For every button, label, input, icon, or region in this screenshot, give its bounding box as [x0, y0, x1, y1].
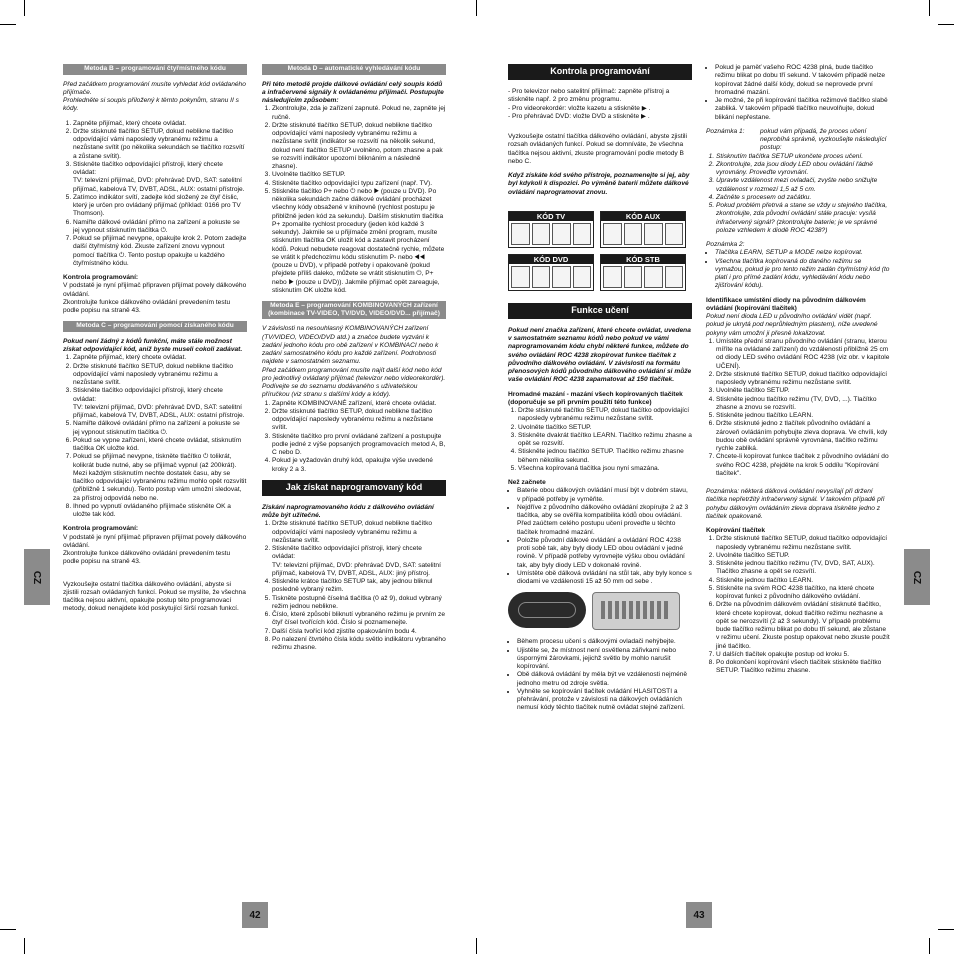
section-header-method-e: Metoda E – programování KOMBINOVANÝCH zařízení (kombinace TV-VIDEO, TV/DVD, VIDEO/DVD... přijímač)	[262, 301, 446, 319]
crop-mark	[476, 0, 477, 16]
list-item: 3. Uvolněte tlačítko SETUP.	[716, 387, 890, 395]
paragraph: V podstatě je nyní přijímač připraven přijímat povely dálkového ovládání.	[63, 282, 247, 298]
paragraph: Poznámka: některá dálková ovládání nevysílají při držení tlačítka nepřetržitý infračervený signál. V takovém případě při pohybu dálkovým ovládáním zleva doprava tiskněte jedno z tlačítek opakovaně.	[706, 488, 885, 520]
note-1-steps	[706, 153, 890, 236]
steps-list-copy-buttons	[706, 535, 890, 675]
list-item: • Nejdříve z původního dálkového ovládání zkopírujte 2 až 3 tlačítka, aby se ověřila kompatibilita kódů obou ovládání. Před zaúčtem celého postupu učení proveďte u těchto tlačítek hromadné mazání.	[517, 504, 692, 537]
code-cells	[509, 264, 593, 290]
language-tab-label: CZ	[31, 570, 43, 584]
list-item: • Všechna tlačítka kopírovaná do daného režimu se vymažou, pokud je pro tento režim zadán čtyřmístný kód (to platí i pro přímé zadání kódu, vyhledávání kódu nebo zjišťování kódu).	[715, 258, 890, 291]
section-header-method-d: Metoda D – automatické vyhledávání kódu	[262, 64, 446, 75]
list-item: • Tlačítka LEARN, SETUP a MODE nelze kopírovat.	[715, 249, 890, 257]
crop-mark	[476, 938, 477, 954]
list-item: 2. Držte stisknuté tlačítko SETUP, dokud neblikne tlačítko odpovídající vámi naposledy vybranému režimu a nezůstane svítit.	[73, 363, 247, 388]
list-item: 2. Uvolněte tlačítko SETUP.	[518, 424, 692, 432]
list-item: 8. Po dokončení kopírování všech tlačítek stiskněte tlačítko SETUP. Tlačítko režimu zhasne.	[716, 659, 890, 676]
list-item: 5. Stiskněte na svém ROC 4238 tlačítko, na které chcete kopírovat funkci z původního dálkového ovládání.	[716, 585, 890, 602]
code-box-label: KÓD AUX	[601, 212, 685, 221]
crop-mark	[938, 929, 954, 930]
list-item: 4. Začněte s procesem od začátku.	[716, 194, 890, 202]
list-item: 2. Zkontrolujte, zda jsou diody LED obou ovládání řádně vyrovnány. Proveďte vyrovnání.	[716, 161, 890, 178]
crop-mark	[0, 24, 16, 25]
paragraph	[508, 391, 692, 408]
language-tab-left	[24, 549, 50, 605]
subheading	[63, 274, 247, 282]
list-item: 1. Stisknutím tlačítka SETUP ukončete proces učení.	[716, 153, 890, 161]
list-item: 3. Stiskněte jednou tlačítko režimu (TV, DVD, SAT, AUX). Tlačítko zhasne a opět se rozsvítí.	[716, 560, 890, 577]
paragraph: Pokud není značka zařízení, které chcete ovládat, uvedena v samostatném seznamu kódů nebo pokud ve vámi naprogramovaném kódu chybí některé funkce, můžete do svého ovládání ROC 4238 zkopírovat funkce tlačítek z původního dálkového ovládání. V závislosti na formátu přenosových kódů původního dálkového ovládání si může vaše ovládání ROC 4238 zapamatovat až 150 tlačítek.	[508, 326, 692, 384]
paragraph: Prohledněte si soupis přiložený k těmto pokynům, stranu II s kódy.	[63, 97, 239, 113]
list-item: • Během procesu učení s dálkovými ovladači nehýbejte.	[517, 638, 692, 646]
paragraph: Zkontrolujte funkce dálkového ovládání prevedením testu podle popisu na straně 43.	[63, 298, 231, 315]
crop-mark	[929, 0, 930, 16]
steps-list-method-c	[63, 354, 247, 519]
list-item: 2. Držte stisknuté tlačítko SETUP, dokud neblikne tlačítko odpovídající naposledy vybranému režimu a nezůstane svítit.	[272, 408, 446, 433]
list-line: - Pro videorekordér: vložte kazetu a stiskněte ▶ .	[508, 104, 651, 112]
list-item: 4. Stiskněte jednou tlačítko LEARN.	[716, 577, 890, 585]
subheading	[706, 527, 890, 535]
code-cells	[601, 221, 685, 247]
paragraph-bold: Hromadné mazání - mazání všech kopírovaných tlačítek (doporučuje se při prvním použití této funkce)	[508, 390, 683, 406]
note-2-label: Poznámka 2:	[706, 241, 745, 248]
column-1	[63, 64, 247, 620]
steps-list-mass-delete	[508, 407, 692, 473]
list-item: • Obě dálková ovládání by měla být ve vzdálenosti nejméně jednoho metru od zdroje světla.	[517, 671, 692, 688]
code-box-dvd	[508, 254, 594, 291]
original-remote-image	[508, 592, 586, 628]
list-item: 3. Uvolněte tlačítko SETUP.	[272, 171, 446, 179]
remote-illustration	[508, 592, 692, 630]
section-header-method-c: Metoda C – programování pomocí získaného kódu	[63, 321, 247, 332]
list-item: 2. Držte stisknuté tlačítko SETUP, dokud tlačítko odpovídající naposledy vybranému režimu nezůstane svítit.	[716, 371, 890, 388]
subheading-text: Kontrola programování:	[63, 525, 139, 533]
code-cell	[603, 223, 622, 245]
subheading	[706, 297, 890, 314]
list-item: 3. Stiskněte tlačítko odpovídající přístroji, který chcete ovládat:	[73, 161, 247, 178]
list-item: 5. Namiřte dálkové ovládání přímo na zařízení a pokuste se jej vypnout stisknutím tlačítka ⏻.	[73, 420, 247, 437]
paragraph: Zkontrolujte funkce dálkového ovládání prevedením testu podle popisu na straně 43.	[63, 550, 231, 566]
code-cell	[552, 266, 571, 288]
code-box-label: KÓD DVD	[509, 255, 593, 264]
code-cell	[603, 266, 622, 288]
list-item: 1. Držte stisknuté tlačítko SETUP, dokud tlačítko odpovídající naposledy vybranému režimu nezůstane svítit.	[518, 407, 692, 424]
subheading	[508, 479, 692, 487]
column-3	[508, 64, 692, 719]
paragraph: Pokud není dioda LED u původního ovládání vidět (např. pokud je ukrytá pod neprůhledným plastem), níže uvedené pokyny vám umožní ji přesně lokalizovat.	[706, 313, 878, 337]
subheading-text: Kopírování tlačítek	[706, 527, 765, 534]
list-item: 7. Pokud se přijímač nevypne, tiskněte tlačítko ⏻ tolikrát, kolikrát bude nutné, aby se přijímač vypnul (až 200krát). Mezi každým stisknutím nechte dostatek času, aby se tlačítko odpovídající vybranému režimu mohlo opět rozsvítit (přibližně 1 sekundu). Tento postup vám umožní sledovat, za přístroj odpovídá nebo ne.	[73, 453, 247, 503]
list-item: 6. Držte na původním dálkovém ovládání stisknuté tlačítko, které chcete kopírovat, dokud tlačítko režimu nezhasne a opět se nerozsvítí (2 až 3 sekundy). V případě problému bude tlačítko režimu blikat po dobu tří sekund, ale zůstane v režimu učení. Zkuste postup opakovat nebo zkuste použít jiné tlačítko.	[716, 601, 890, 651]
paragraph: Při této metodě projde dálkové ovládání celý soupis kódů a infračervené signály k ovládanému přijímači. Postupujte následujícím způsobem:	[262, 80, 444, 105]
paragraph: Získání naprogramovaného kódu z dálkového ovládání může být užitečné.	[262, 503, 434, 520]
column-2	[262, 64, 446, 658]
list-item: 2. Držte stisknuté tlačítko SETUP, dokud neblikne tlačítko odpovídající vámi naposledy vybranému režimu a nezůstane svítit (indikátor se rozsvítí na několik sekund, dokud není tlačítko SETUP uvolněno, potom zhasne a pak se rozsvítí indikátor upozorní bliknáním a následně zhasne).	[272, 122, 446, 172]
list-item: • Vyhněte se kopírování tlačítek ovládání HLASITOSTI a přehrávání, protože v závislosti na dálkových ovládáních nemusí kódy těchto tlačítek nutně ovládat stejné zařízení.	[517, 688, 692, 713]
list-item: 8. Ihned po vypnutí ovládaného přijímače stiskněte OK a uložte tak kód.	[73, 503, 247, 520]
list-item: 1. Zapněte KOMBINOVANÉ zařízení, které chcete ovládat.	[272, 400, 446, 408]
list-item: • Je možné, že při kopírování tlačítka režimové tlačítko slabě zabliká. V takovém případě tlačítko neuvolňujte, dokud blikání nepřestane.	[715, 97, 890, 122]
list-item: • Umístěte obě dálková ovládání na stůl tak, aby byly konce s diodami ve vzdálenosti 15 až 50 mm od sebe .	[517, 570, 692, 587]
code-cells	[601, 264, 685, 290]
paragraph: Před začátkem programování musíte najít další kód nebo kód pro jednotlivý ovládaný přijímač (televizor nebo videorekordér). Podívejte se do seznamu dodávaného s uživatelskou příručkou (viz stranu s dalšími kódy a kódy).	[262, 366, 446, 399]
list-item: 1. Umístěte přední stranu původního ovládání (stranu, kterou míříte na ovládané zařízení) do vzdálenosti přibližně 25 cm od diody LED svého ovládání ROC 4238 (viz obr. v kapitole UČENÍ).	[716, 338, 890, 371]
paragraph: Pokud není žádný z kódů funkční, máte stále možnost získat odpovídající kód, aniž byste museli cokoli zadávat.	[63, 337, 243, 354]
list-item: 7. Pokud se přijímač nevypne, opakujte krok 2. Potom zadejte další čtyřmístný kód. Zkuste zařízení znovu vypnout pomocí tlačítka ⏻. Tento postup opakujte u každého čtyřmístného kódu.	[73, 235, 247, 268]
list-item: • Ujistěte se, že místnost není osvětlena zářivkami nebo úspornými žárovkami, jejichž světlo by mohlo narušit kopírování.	[517, 647, 692, 672]
section-header-learning: Funkce učení	[508, 303, 692, 319]
list-item: TV: televizní přijímač, DVD: přehrávač DVD, SAT: satelitní přijímač, kabelová TV, DVBT, ADSL, AUX: jiný přístroj.	[272, 561, 441, 577]
list-item: TV: televizní přijímač, DVD: přehrávač DVD, SAT: satelitní přijímač, kabelová TV, DVBT, ADSL, AUX: ostatní přístroje.	[73, 177, 245, 193]
list-item: 1. Zapněte přijímač, který chcete ovládat.	[73, 354, 247, 362]
list-item: 1. Zkontrolujte, zda je zařízení zapnuté. Pokud ne, zapněte jej ručně.	[272, 105, 446, 122]
crop-mark	[0, 929, 16, 930]
list-item: 1. Zapněte přijímač, který chcete ovládat.	[73, 120, 247, 128]
subheading-text: Kontrola programování:	[63, 274, 139, 282]
steps-list-identify-led	[706, 338, 890, 478]
crop-mark	[24, 938, 25, 954]
list-item: 7. U dalších tlačítek opakujte postup od kroku 5.	[716, 651, 890, 659]
code-cell	[624, 223, 643, 245]
list-item: TV: televizní přijímač, DVD: přehrávač DVD, SAT: satelitní přijímač, kabelová TV, DVBT, ADSL, AUX: ostatní přístroje.	[73, 403, 245, 420]
paragraph: Když získáte kód svého přístroje, poznamenejte si jej, aby byl kdykoli k dispozici. Po výměně baterií můžete dálkové ovládání naprogramovat znovu.	[508, 172, 690, 196]
list-item: 5. Všechna kopírovaná tlačítka jsou nyní smazána.	[518, 465, 692, 473]
list-line: - Pro přehrávač DVD: vložte DVD a stiskněte ▶ .	[508, 112, 650, 120]
code-cell	[511, 223, 530, 245]
list-item: 2. Držte stisknuté tlačítko SETUP, dokud neblikne tlačítko odpovídající vámi naposledy vybranému režimu a nezůstane svítit (po několika sekundách se tlačítko rozsvítí a zůstane svítit).	[73, 128, 247, 161]
subheading	[63, 525, 247, 533]
paragraph: Vyzkoušejte ostatní tlačítka dálkového ovládání, abyste zjistili rozsah ovládaných funkcí. Pokud se domníváte, že všechna tlačítka nejsou aktivní, zkuste programování podle metody B nebo C.	[508, 133, 687, 165]
crop-mark	[938, 24, 954, 25]
note-1	[706, 128, 890, 153]
list-item: 6. Držte stisknuté jedno z tlačítek původního ovládání a zároveň ovládáním pohybujte zleva doprava. Ve chvíli, kdy budou obě ovládání správně vyrovnána, tlačítko režimu rychle zabliká.	[716, 420, 890, 453]
list-item: 3. Stiskněte tlačítko pro první ovládané zařízení a postupujte podle jedné z výše popsaných programovacích metod A, B, C nebo D.	[272, 433, 446, 458]
subheading-text: Než začnete	[508, 479, 546, 486]
list-item: 5. Pokud problém přetrvá a stane se vždy u stejného tlačítka, zkontrolujte, zda původní ovládání stále pracuje: vysílá infračervený signál? (zkontrolujte baterie; je ve správné poloze vzhledem k diodě ROC 4238?)	[716, 202, 890, 235]
language-tab-right	[904, 549, 930, 605]
code-cell	[665, 223, 684, 245]
crop-mark	[929, 938, 930, 954]
bullet-list-tips	[508, 638, 692, 712]
paragraph: Před začátkem programování musíte vyhledat kód ovládaného přijímače.	[63, 80, 246, 96]
list-item: 4. Stiskněte krátce tlačítko SETUP tak, aby jednou bliknul posledně vybraný režim.	[272, 578, 446, 595]
code-cell	[665, 266, 684, 288]
list-item: 5. Zatímco indikátor svítí, zadejte kód složený ze čtyř číslic, který je určen pro ovládaný přijímač (příklad: 0166 pro TV Thomson).	[73, 194, 247, 219]
page-number-left	[242, 902, 268, 928]
code-cell	[532, 223, 551, 245]
crop-mark	[24, 0, 25, 16]
paragraph: V závislosti na nesouhlasný KOMBINOVANÝCH zařízení (TV/VIDEO, VIDEO/DVD atd.) a značce budete vyzváni k zadání jednoho kódu pro obě zařízení v KOMBINACI nebo k zadání samostatného kódu pro každé zařízení. Podrobnosti najdete v samostatném seznamu.	[262, 325, 439, 366]
code-box-tv	[508, 211, 594, 248]
code-cell	[624, 266, 643, 288]
list-item: 6. Číslo, které způsobí bliknutí vybraného režimu je prvním ze čtyř čísel tvořících kód. Číslo si poznamenejte.	[272, 611, 446, 628]
steps-list-method-b	[63, 120, 247, 269]
code-box-stb	[600, 254, 686, 291]
code-cell	[552, 223, 571, 245]
list-item: 4. Stiskněte jednou tlačítko režimu (TV, DVD, ...). Tlačítko zhasne a znovu se rozsvítí.	[716, 396, 890, 413]
language-tab-label: CZ	[911, 570, 923, 584]
bullet-list-memory	[706, 64, 890, 122]
section-header-check-programming: Kontrola programování	[508, 64, 692, 80]
bullet-list-before	[508, 487, 692, 586]
page-number-text: 43	[693, 909, 705, 921]
note-2-list	[706, 249, 890, 290]
list-item: 3. Stiskněte dvakrát tlačítko LEARN. Tlačítko režimu zhasne a opět se rozsvítí.	[518, 432, 692, 449]
list-item: 5. Stiskněte tlačítko P+ nebo ⏻ nebo ▶ (pouze u DVD). Po několika sekundách začne dálkové ovládání procházet všechny kódy obsažené v knihovně (rychlost postupu je přibližně jeden kód za sekundu). Dalším stisknutím tlačítka P+ zpomalíte rychlost procedury (jeden kód každé 3 sekundy). Jakmile se u přijímače změní program, musíte stisknutím tlačítka OK uložit kód a zastavit procházení kódů. Pokud nebudete reagovat dostatečně rychle, můžete se vrátit k předchozímu kódu stisknutím P- nebo ◀◀ (pouze u DVD), v případě potřeby i opakovaně (pokud přejdete příliš daleko, můžete se vrátit stisknutím ⏻, P+ nebo ▶ (pouze u DVD)). Jakmile přijímač opět zareaguje, stisknutím OK uložte kód.	[272, 188, 446, 295]
code-box-aux	[600, 211, 686, 248]
list-item: 4. Stiskněte tlačítko odpovídající typu zařízení (např. TV).	[272, 180, 446, 188]
list-item: 5. Tiskněte postupně číselná tlačítka (0 až 9), dokud vybraný režim jednou neblikne.	[272, 595, 446, 612]
code-cell	[573, 266, 592, 288]
roc-remote-image	[592, 592, 680, 630]
list-item: 6. Namiřte dálkové ovládání přímo na zařízení a pokuste se jej vypnout stisknutím tlačítka ⏻.	[73, 219, 247, 236]
list-item: 2. Uvolněte tlačítko SETUP.	[716, 552, 890, 560]
list-line: - Pro televizor nebo satelitní přijímač: zapněte přístroj a stiskněte např. 2 pro změnu programu.	[508, 88, 670, 104]
code-boxes	[508, 211, 692, 291]
steps-list-method-e	[262, 400, 446, 474]
section-header-get-code: Jak získat naprogramovaný kód	[262, 480, 446, 496]
list-item: 5. Stiskněte jednou tlačítko LEARN.	[716, 412, 890, 420]
page-number-right	[686, 902, 712, 928]
list-item: 7. Další čísla tvořící kód zjistíte opakováním bodu 4.	[272, 628, 446, 636]
section-header-method-b: Metoda B – programování čtyřmístného kódu	[63, 64, 247, 75]
code-box-label: KÓD STB	[601, 255, 685, 264]
list-item: 1. Držte stisknuté tlačítko SETUP, dokud neblikne tlačítko odpovídající vámi naposledy vybranému režimu a nezůstane svítit.	[272, 520, 446, 545]
list-item: 4. Pokud je vyžadován druhý kód, opakujte výše uvedené kroky 2 a 3.	[272, 457, 446, 474]
subheading-text: Identifikace umístění diody na původním dálkovém ovládání (kopírování tlačítek)	[706, 296, 866, 312]
code-box-label: KÓD TV	[509, 212, 593, 221]
code-cell	[644, 223, 663, 245]
list-item: • Baterie obou dálkových ovládání musí být v dobrém stavu, v případě potřeby je vyměňte.	[517, 487, 692, 504]
code-cells	[509, 221, 593, 247]
list-item: 1. Držte stisknuté tlačítko SETUP, dokud tlačítko odpovídající naposledy vybranému režimu nezůstane svítit.	[716, 535, 890, 552]
page-number-text: 42	[249, 909, 261, 921]
paragraph: V podstatě je nyní přijímač připraven přijímat povely dálkového ovládání.	[63, 533, 247, 549]
steps-list-method-d	[262, 105, 446, 295]
list-item: 4. Stiskněte jednou tlačítko SETUP. Tlačítko režimu zhasne během několika sekund.	[518, 448, 692, 465]
list-item: 3. Stiskněte tlačítko odpovídající přístroji, který chcete ovládat:	[73, 387, 247, 404]
code-cell	[573, 223, 592, 245]
code-cell	[511, 266, 530, 288]
code-cell	[644, 266, 663, 288]
list-item: • Položte původní dálkové ovládání a ovládání ROC 4238 proti sobě tak, aby byly diody LED obou ovládání v jedné rovině. V případě potřeby vyrovnejte výšku obou ovládání tak, aby byly diody LED v dokonalé rovině.	[517, 537, 692, 570]
list-item: • Pokud je paměť vašeho ROC 4238 plná, bude tlačítko režimu blikat po dobu tří sekund. V takovém případě nelze kopírovat žádné další kódy, dokud se neprovede první hromadné mazání.	[715, 64, 890, 97]
list-item: 6. Pokud se vypne zařízení, které chcete ovládat, stisknutím tlačítka OK uložte kód.	[73, 437, 247, 454]
code-cell	[532, 266, 551, 288]
steps-list-get-code	[262, 520, 446, 652]
column-4	[706, 64, 890, 682]
note-label: Poznámka 1:	[706, 127, 745, 135]
list-item: 7. Chcete-li kopírovat funkce tlačítek z původního ovládání do svého ROC 4238, přejděte na krok 5 oddílu "Kopírování tlačítek".	[716, 453, 890, 478]
list-item: 3. Upravte vzdálenost mezi ovladači, zvyšte nebo snižujte vzdálenost v rozmezí 1,5 až 5 cm.	[716, 177, 890, 194]
list-item: 2. Stiskněte tlačítko odpovídající přístroji, který chcete ovládat:	[272, 545, 446, 562]
note-text: pokud vám připadá, že proces učení neprobíhá správně, vyzkoušejte následující postup:	[760, 127, 887, 152]
paragraph: Vyzkoušejte ostatní tlačítka dálkového ovládání, abyste si zjistili rozsah ovládaných funkcí. Pokud se myslíte, že všechna tlačítka nejsou aktivní, opakujte postup této programovací metody, dokud nenajdete kód poskytující širší rozsah funkcí.	[63, 580, 246, 613]
list-item: 8. Po nalezení čtvrtého čísla kódu světlo indikátoru vybraného režimu zhasne.	[272, 636, 446, 653]
